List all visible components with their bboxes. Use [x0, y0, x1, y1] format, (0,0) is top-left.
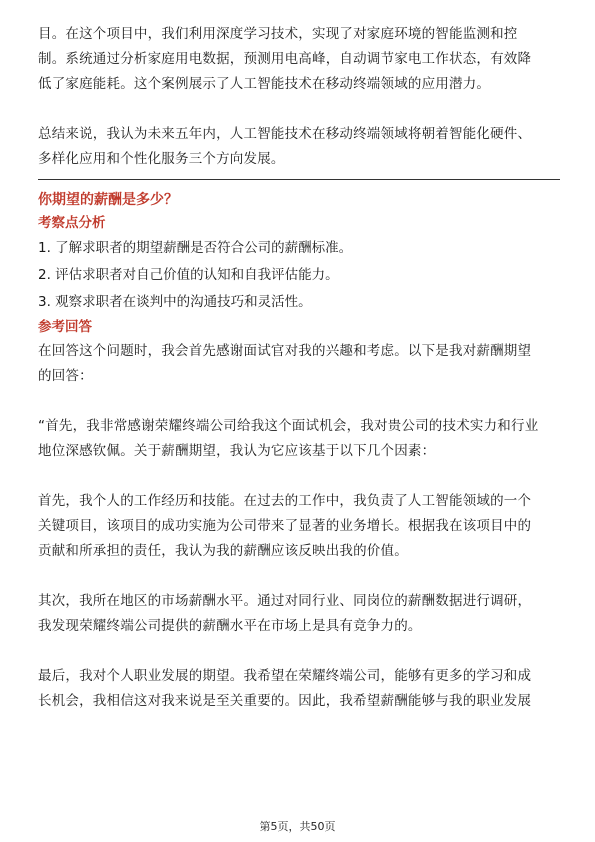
paragraph-gap: [38, 389, 560, 414]
page-number: 第5页，共50页: [259, 820, 336, 833]
answer-p3-line: 我发现荣耀终端公司提供的薪酬水平在市场上是具有竞争力的。: [38, 618, 422, 634]
paragraph-gap: [38, 97, 560, 122]
analysis-item: 1. 了解求职者的期望薪酬是否符合公司的薪酬标准。: [38, 240, 353, 256]
answer-p2-line: 首先，我个人的工作经历和技能。在过去的工作中，我负责了人工智能领域的一个: [38, 493, 532, 509]
answer-p4-line: 长机会，我相信这对我来说是至关重要的。因此，我希望薪酬能够与我的职业发展: [38, 693, 532, 709]
answer-p2-line: 贡献和所承担的责任，我认为我的薪酬应该反映出我的价值。: [38, 543, 408, 559]
intro-line: 制。系统通过分析家庭用电数据，预测用电高峰，自动调节家电工作状态，有效降: [38, 51, 532, 67]
paragraph-gap: [38, 464, 560, 489]
summary-line: 总结来说，我认为未来五年内，人工智能技术在移动终端领域将朝着智能化硬件、: [38, 126, 532, 142]
intro-line: 目。在这个项目中，我们利用深度学习技术，实现了对家庭环境的智能监测和控: [38, 26, 518, 42]
summary-line: 多样化应用和个性化服务三个方向发展。: [38, 151, 285, 167]
question-title: 你期望的薪酬是多少？: [38, 192, 178, 208]
answer-p4-line: 最后，我对个人职业发展的期望。我希望在荣耀终端公司，能够有更多的学习和成: [38, 668, 532, 684]
answer-intro-line: 的回答：: [38, 368, 93, 384]
page-content: [38, 22, 560, 714]
analysis-item: 3. 观察求职者在谈判中的沟通技巧和灵活性。: [38, 294, 312, 310]
answer-p2-line: 关键项目，该项目的成功实施为公司带来了显著的业务增长。根据我在该项目中的: [38, 518, 532, 534]
analysis-heading: 考察点分析: [38, 215, 106, 231]
analysis-item: 2. 评估求职者对自己价值的认知和自我评估能力。: [38, 267, 339, 283]
paragraph-gap: [38, 639, 560, 664]
section-divider: [38, 179, 560, 180]
answer-heading: 参考回答: [38, 319, 92, 335]
paragraph-gap: [38, 564, 560, 589]
answer-p1-line: “首先，我非常感谢荣耀终端公司给我这个面试机会，我对贵公司的技术实力和行业: [38, 418, 539, 434]
page-footer: [0, 818, 595, 834]
answer-p3-line: 其次，我所在地区的市场薪酬水平。通过对同行业、同岗位的薪酬数据进行调研，: [38, 593, 532, 609]
answer-p1-line: 地位深感钦佩。关于薪酬期望，我认为它应该基于以下几个因素：: [38, 443, 436, 459]
intro-line: 低了家庭能耗。这个案例展示了人工智能技术在移动终端领域的应用潜力。: [38, 76, 491, 92]
answer-intro-line: 在回答这个问题时，我会首先感谢面试官对我的兴趣和考虑。以下是我对薪酬期望: [38, 343, 532, 359]
